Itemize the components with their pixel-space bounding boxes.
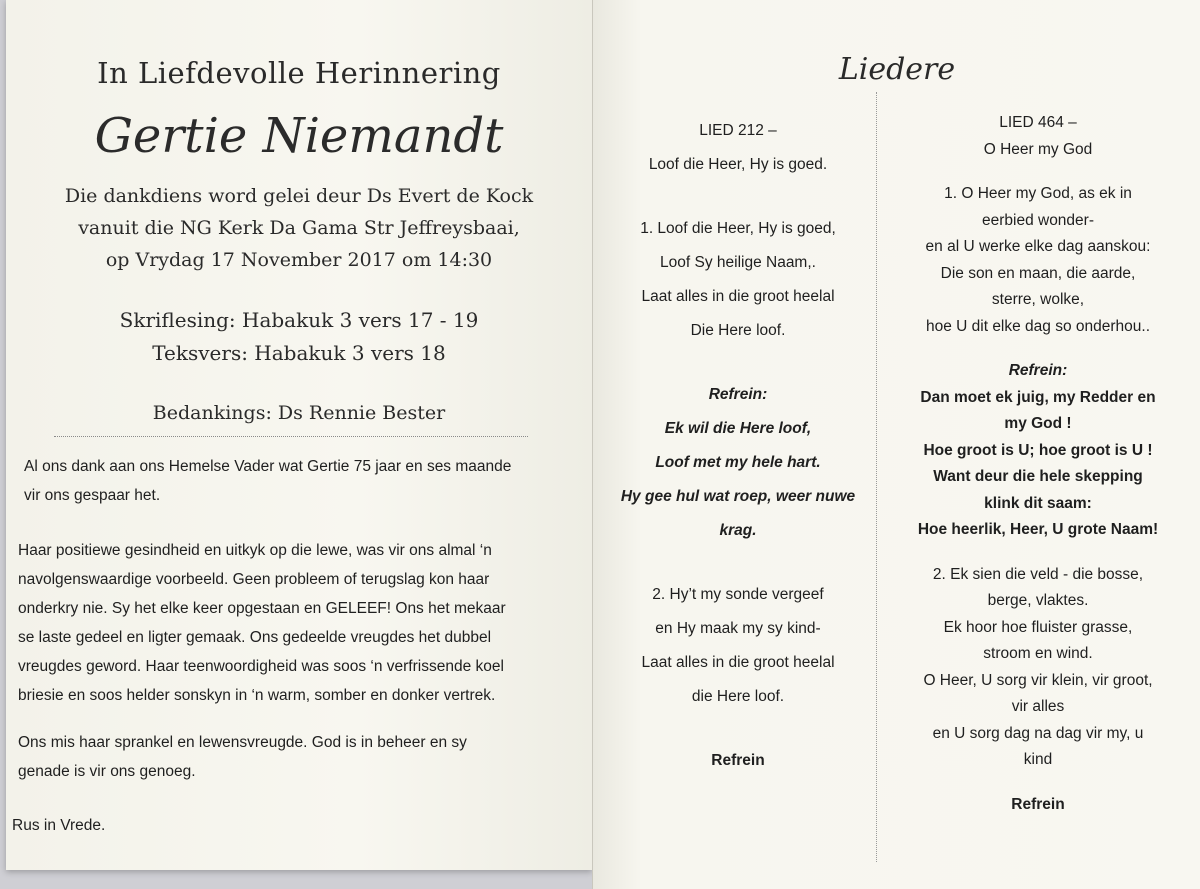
memorial-header: In Liefdevolle Herinnering — [97, 56, 501, 90]
refrain-line: Want deur die hele skepping — [933, 468, 1143, 485]
song-464 — [885, 110, 1191, 818]
paragraph-line: Haar positiewe gesindheid en uitkyk op die lewe, was vir ons almal ‘n — [18, 542, 492, 559]
verse-line: en al U werke elke dag aanskou: — [925, 238, 1151, 255]
paragraph-line: genade is vir ons genoeg. — [18, 763, 196, 780]
refrain-label: Refrein: — [708, 386, 768, 403]
left-page — [6, 0, 592, 870]
verse-line: 1. O Heer my God, as ek in — [944, 185, 1132, 202]
paragraph-line: Al ons dank aan ons Hemelse Vader wat Gertie 75 jaar en ses maande — [24, 458, 512, 475]
refrain-line: Ek wil die Here loof, — [664, 420, 812, 437]
verse-line: berge, vlaktes. — [987, 592, 1089, 609]
verse-line: Laat alles in die groot heelal — [641, 288, 835, 305]
verse-line: kind — [1023, 751, 1053, 768]
paragraph-line: navolgenswaardige voorbeeld. Geen probleem of terugslag kon haar — [18, 571, 490, 588]
text-verse: Teksvers: Habakuk 3 vers 18 — [152, 341, 446, 365]
song-number: LIED 464 – — [999, 114, 1077, 131]
verse-line: Die son en maan, die aarde, — [940, 264, 1136, 282]
paragraph-line: vir ons gespaar het. — [24, 487, 161, 504]
verse-line: hoe U dit elke dag so onderhou.. — [925, 317, 1151, 335]
verse-line: 2. Hy’t my sonde vergeef — [652, 586, 824, 603]
verse-line: Loof Sy heilige Naam,. — [660, 254, 816, 271]
verse-line: stroom en wind. — [983, 645, 1093, 662]
verse-line: vir alles — [1011, 698, 1065, 715]
deceased-name: Gertie Niemandt — [94, 108, 504, 164]
refrain-line: my God ! — [1004, 415, 1072, 432]
verse-line: eerbied wonder- — [981, 211, 1094, 229]
refrain-line: Dan moet ek juig, my Redder en — [920, 388, 1156, 406]
verse-line: en U sorg dag na dag vir my, u — [932, 724, 1144, 742]
paragraph-line: Ons mis haar sprankel en lewensvreugde. God is in beheer en sy — [18, 734, 467, 751]
song-number: LIED 212 – — [699, 122, 777, 139]
refrain-line: Hy gee hul wat roep, weer nuwe — [620, 488, 856, 505]
paragraph-missed — [18, 728, 578, 786]
verse-line: die Here loof. — [691, 688, 785, 705]
verse-line: Ek hoor hoe fluister grasse, — [943, 618, 1133, 636]
closing-rest-in-peace: Rus in Vrede. — [12, 817, 106, 834]
verse-line: 1. Loof die Heer, Hy is goed, — [640, 220, 836, 237]
right-page — [592, 0, 1200, 889]
service-line: vanuit die NG Kerk Da Gama Str Jeffreysbaai, — [78, 217, 520, 239]
service-line: Die dankdiens word gelei deur Ds Evert de Kock — [64, 185, 534, 207]
refrain-line: Loof met my hele hart. — [655, 454, 821, 471]
verse-line: sterre, wolke, — [991, 291, 1085, 308]
scripture-reading: Skriflesing: Habakuk 3 vers 17 - 19 — [119, 308, 479, 332]
song-212 — [593, 114, 883, 778]
verse-line: 2. Ek sien die veld - die bosse, — [932, 565, 1144, 583]
service-details — [6, 180, 592, 276]
refrain-line: Hoe groot is U; hoe groot is U ! — [923, 441, 1153, 459]
verse-line: Die Here loof. — [690, 322, 786, 339]
song-name: Loof die Heer, Hy is goed. — [648, 156, 828, 173]
paragraph-line: briesie en soos helder sonskyn in ‘n warm, somber en donker vertrek. — [18, 687, 496, 704]
refrain-repeat: Refrein — [711, 752, 765, 769]
refrain-line: krag. — [719, 522, 757, 539]
refrain-line: klink dit saam: — [984, 494, 1092, 512]
thanks-heading: Bedankings: Ds Rennie Bester — [152, 402, 446, 424]
refrain-repeat: Refrein — [1011, 795, 1065, 813]
scripture-readings — [6, 304, 592, 370]
song-name: O Heer my God — [983, 140, 1093, 158]
paragraph-line: se laste gedeel en ligter gemaak. Ons gedeelde vreugdes het dubbel — [18, 629, 492, 646]
paragraph-line: onderkry nie. Sy het elke keer opgestaan en GELEEF! Ons het mekaar — [18, 600, 506, 617]
refrain-label: Refrein: — [1008, 362, 1068, 379]
paragraph-thanks — [24, 452, 584, 510]
verse-line: O Heer, U sorg vir klein, vir groot, — [923, 671, 1153, 689]
verse-line: Laat alles in die groot heelal — [641, 654, 835, 671]
service-line: op Vrydag 17 November 2017 om 14:30 — [105, 249, 493, 271]
verse-line: en Hy maak my sy kind- — [655, 620, 821, 637]
songs-title: Liedere — [838, 52, 956, 87]
dotted-divider — [54, 436, 528, 437]
refrain-line: Hoe heerlik, Heer, U grote Naam! — [917, 521, 1159, 538]
paragraph-line: vreugdes geword. Haar teenwoordigheid was soos ‘n verfrissende koel — [18, 658, 504, 675]
paragraph-tribute — [18, 536, 578, 710]
